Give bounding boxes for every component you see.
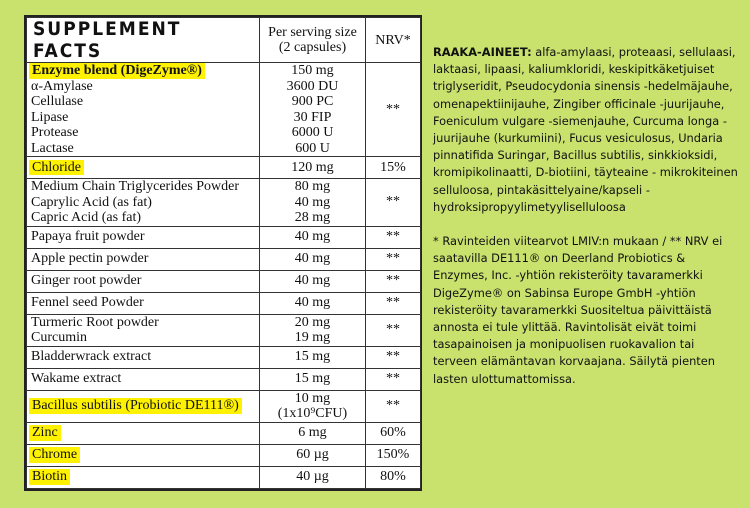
table-row [27, 314, 421, 346]
ingredient-name: α-Amylase [31, 78, 93, 94]
nrv-value: 80% [366, 466, 421, 488]
table-row [27, 346, 421, 368]
ingredients-panel [433, 44, 738, 388]
nrv-value: ** [366, 346, 421, 368]
table-row [27, 444, 421, 466]
amount: 40 µg [260, 466, 366, 488]
table-row [27, 422, 421, 444]
ingredient-name: Chloride [29, 160, 84, 176]
amount: 150 mg [291, 63, 334, 78]
nrv-value: ** [366, 248, 421, 270]
amount: 40 mg [260, 226, 366, 248]
table-row [27, 226, 421, 248]
table-row [27, 248, 421, 270]
nrv-value: ** [366, 314, 421, 346]
ingredients-label: RAAKA-AINEET: [433, 45, 532, 59]
supplement-facts-panel [24, 15, 422, 491]
amount: 19 mg [294, 330, 331, 345]
table-row [27, 179, 421, 227]
amount: 6 mg [260, 422, 366, 444]
nrv-value: 60% [366, 422, 421, 444]
table-row [27, 390, 421, 422]
nrv-value: ** [366, 63, 421, 157]
ingredient-name: Enzyme blend (DigeZyme®) [29, 63, 205, 79]
table-row [27, 368, 421, 390]
amount: 80 mg [294, 179, 331, 194]
amount: 60 µg [260, 444, 366, 466]
amount: 20 mg [294, 314, 331, 330]
amount: 40 mg [260, 292, 366, 314]
amount: 120 mg [260, 157, 366, 179]
ingredient-name: Papaya fruit powder [27, 226, 260, 248]
amount: 30 FIP [293, 109, 332, 125]
ingredient-name: Zinc [29, 425, 61, 441]
amount: 600 U [295, 140, 330, 156]
ingredient-name: Curcumin [31, 330, 87, 345]
ingredient-name: Wakame extract [27, 368, 260, 390]
amount: 15 mg [260, 368, 366, 390]
amount: 28 mg [294, 210, 331, 225]
table-row [27, 157, 421, 179]
ingredient-name: Ginger root powder [27, 270, 260, 292]
ingredient-name: Protease [31, 125, 79, 140]
amount: 15 mg [260, 346, 366, 368]
ingredient-name: Fennel seed Powder [27, 292, 260, 314]
ingredient-name: Bacillus subtilis (Probiotic DE111®) [29, 398, 242, 414]
nrv-value: ** [366, 226, 421, 248]
table-row [27, 292, 421, 314]
ingredient-name: Cellulase [31, 94, 84, 109]
nrv-value: ** [366, 368, 421, 390]
amount: 40 mg [260, 248, 366, 270]
ingredient-name: Medium Chain Triglycerides Powder [31, 179, 240, 194]
supplement-facts-table [26, 17, 421, 489]
nrv-value: ** [366, 390, 421, 422]
nrv-header: NRV* [366, 18, 421, 63]
nrv-value: ** [366, 292, 421, 314]
amount: 3600 DU [286, 78, 339, 94]
nrv-value: 150% [366, 444, 421, 466]
amount: 40 mg [260, 270, 366, 292]
nrv-value: ** [366, 179, 421, 227]
amount: 40 mg [294, 194, 331, 210]
ingredient-name: Lactase [31, 140, 74, 156]
table-title: SUPPLEMENT FACTS [27, 18, 260, 63]
nrv-value: ** [366, 270, 421, 292]
ingredient-name: Biotin [29, 469, 70, 485]
amount: 10 mg (1x10⁹CFU) [260, 390, 366, 422]
ingredients-text: RAAKA-AINEET: alfa-amylaasi, proteaasi, sellulaasi, laktaasi, lipaasi, kaliumkloridi, keskipitkäketjuiset triglyseridit, Pseudocydonia sinensis -hedelmäjauhe, omenapektiinijauhe, Zingiber officinale -juurijauhe, Foeniculum vulgare -siemenjauhe, Curcuma longa -juurijauhe (kurkumiini), Fucus vesiculosus, Undaria pinnatifida Suringar, Bacillus subtilis, sinkkioksidi, kromipikolinaatti, D-biotiini, täyteaine - mikrokiteinen selluloosa, pintakäsittelyaine/kapseli - hydroksipropyylimetyyliselluloosa [433, 45, 738, 214]
ingredient-name: Lipase [31, 109, 69, 125]
ingredient-name: Caprylic Acid (as fat) [31, 194, 152, 210]
table-row [27, 466, 421, 488]
amount: 6000 U [291, 125, 334, 140]
ingredient-name: Apple pectin powder [27, 248, 260, 270]
ingredient-name: Capric Acid (as fat) [31, 210, 142, 225]
table-row [27, 270, 421, 292]
ingredient-name: Bladderwrack extract [27, 346, 260, 368]
table-row [27, 63, 421, 157]
serving-size-header: Per serving size (2 capsules) [260, 18, 366, 63]
ingredient-name: Turmeric Root powder [31, 314, 159, 330]
nrv-value: 15% [366, 157, 421, 179]
amount: 900 PC [291, 94, 334, 109]
ingredient-name: Chrome [29, 447, 80, 463]
footnotes-text: * Ravinteiden viitearvot LMIV:n mukaan / ** NRV ei saatavilla DE111® on Deerland Probiotics & Enzymes, Inc. -yhtiön rekisteröity tavaramerkki DigeZyme® on Sabinsa Europe GmbH -yhtiön rekisteröity tavaramerkki Suositeltua päivittäistä annosta ei tule ylittää. Ravintolisät eivät toimi tasapainoisen ja monipuolisen ruokavalion tai terveen elämäntavan korvaajana. Säilytä pienten lasten ulottumattomissa. [433, 234, 723, 386]
